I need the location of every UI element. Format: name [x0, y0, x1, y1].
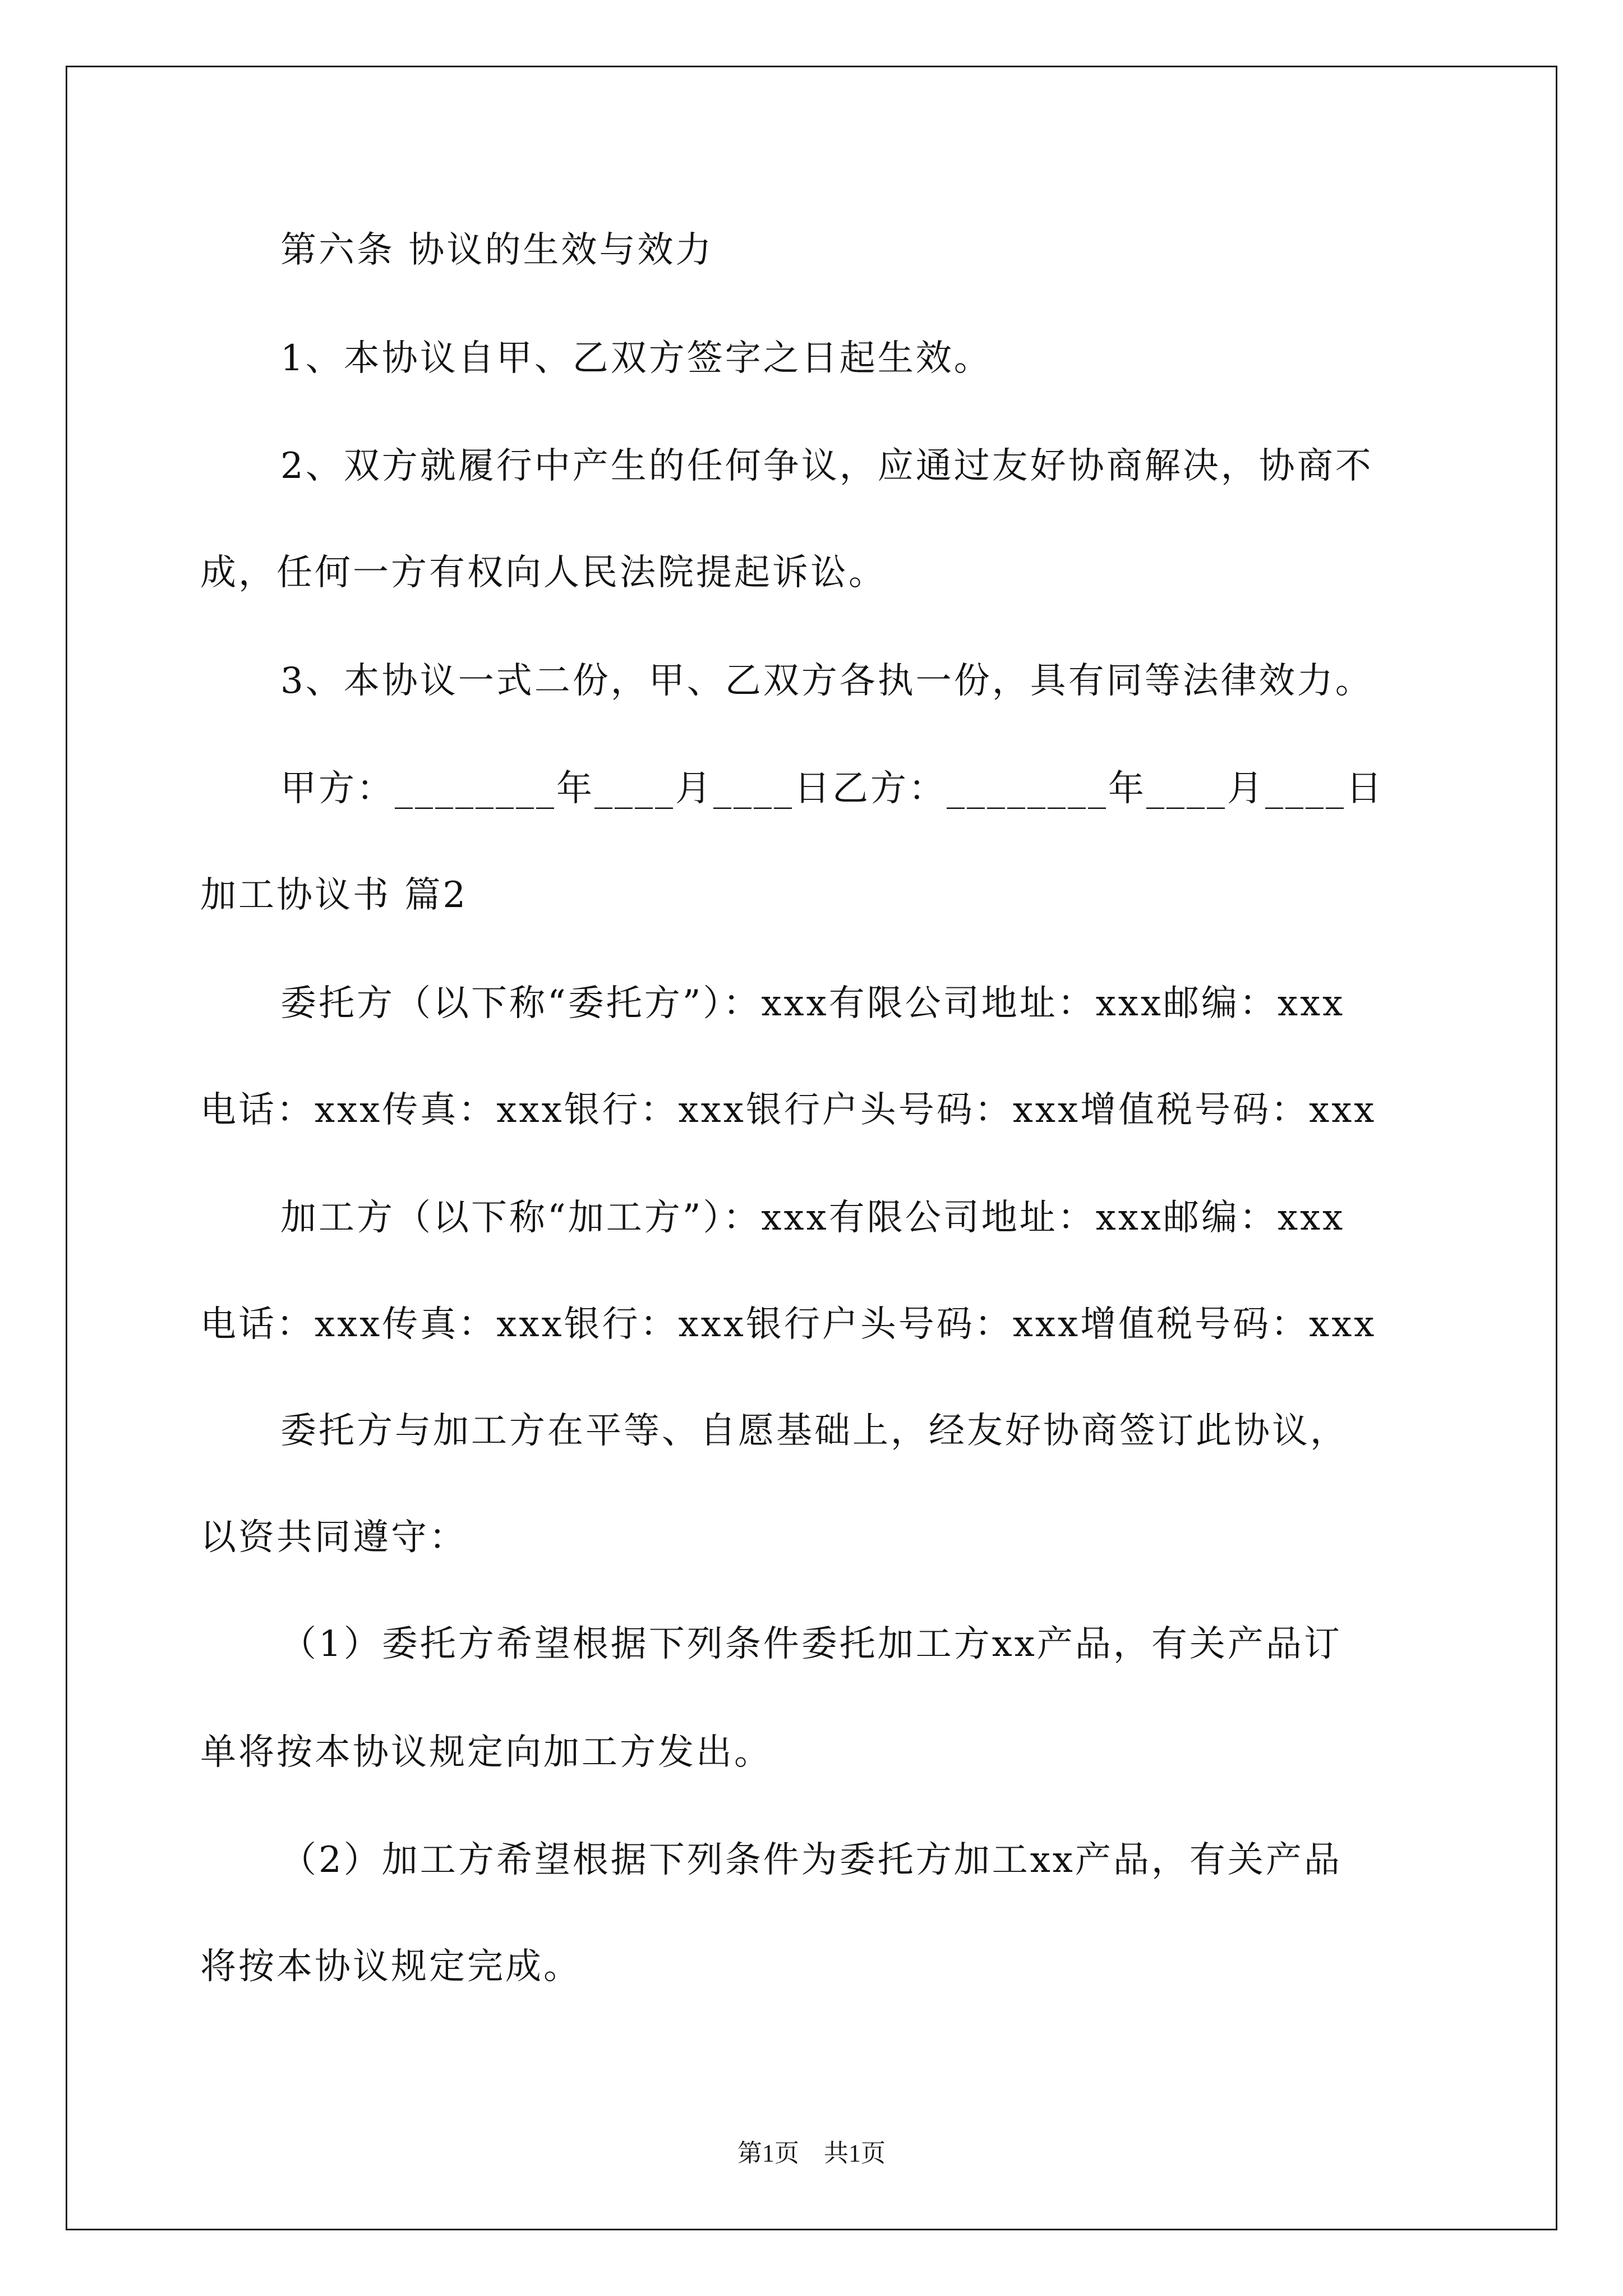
preamble-line-1: 委托方与加工方在平等、自愿基础上，经友好协商签订此协议， — [280, 1410, 1348, 1452]
item-1-line-2: 单将按本协议规定向加工方发出。 — [200, 1732, 772, 1773]
client-party-line-1: 委托方（以下称“委托方”）：xxx有限公司地址：xxx邮编：xxx — [280, 983, 1345, 1024]
client-party-line-2: 电话：xxx传真：xxx银行：xxx银行户头号码：xxx增值税号码：xxx — [200, 1089, 1377, 1131]
item-2-line-2: 将按本协议规定完成。 — [200, 1946, 582, 1987]
processor-party-line-1: 加工方（以下称“加工方”）：xxx有限公司地址：xxx邮编：xxx — [280, 1197, 1345, 1239]
page-border — [66, 66, 1557, 2230]
processor-party-line-2: 电话：xxx传真：xxx银行：xxx银行户头号码：xxx增值税号码：xxx — [200, 1304, 1377, 1345]
clause-3: 3、本协议一式二份，甲、乙双方各执一份，具有同等法律效力。 — [280, 660, 1373, 702]
preamble-line-2: 以资共同遵守： — [200, 1517, 467, 1558]
clause-1: 1、本协议自甲、乙双方签字之日起生效。 — [280, 338, 992, 379]
section-title: 加工协议书 篇2 — [200, 875, 468, 916]
article-heading: 第六条 协议的生效与效力 — [280, 229, 714, 271]
item-2-line-1: （2）加工方希望根据下列条件为委托方加工xx产品，有关产品 — [280, 1839, 1342, 1881]
clause-2-line-2: 成，任何一方有权向人民法院提起诉讼。 — [200, 552, 887, 593]
item-1-line-1: （1）委托方希望根据下列条件委托加工方xx产品，有关产品订 — [280, 1623, 1342, 1665]
page-number-footer: 第1页 共1页 — [737, 2139, 886, 2167]
clause-2-line-1: 2、双方就履行中产生的任何争议，应通过友好协商解决，协商不 — [280, 445, 1373, 487]
signature-line: 甲方：________年____月____日乙方：________年____月____日 — [280, 768, 1384, 809]
